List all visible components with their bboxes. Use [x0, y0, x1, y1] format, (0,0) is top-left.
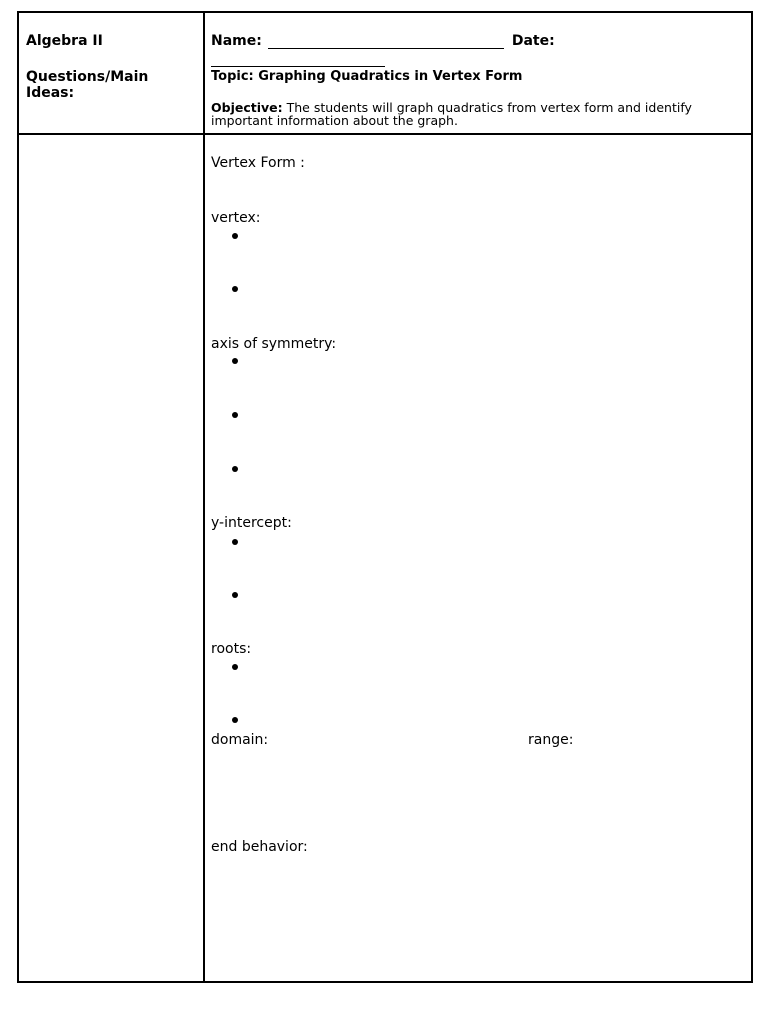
- name-blank-line: [268, 34, 504, 49]
- column-divider: [203, 13, 205, 981]
- objective-label: Objective:: [211, 100, 283, 115]
- name-label: Name:: [211, 33, 262, 49]
- roots-bullet-1: [232, 664, 238, 670]
- vertex-form-label: Vertex Form :: [211, 155, 305, 171]
- domain-label: domain:: [211, 732, 269, 748]
- topic-overline: [211, 66, 385, 67]
- topic-heading: Topic: Graphing Quadratics in Vertex Form: [211, 69, 523, 84]
- roots-bullet-2: [232, 717, 238, 723]
- vertex-bullet-2: [232, 286, 238, 292]
- y-intercept-label: y-intercept:: [211, 515, 292, 531]
- course-title: Algebra II: [26, 33, 103, 49]
- axis-bullet-1: [232, 358, 238, 364]
- end-behavior-label: end behavior:: [211, 839, 308, 855]
- range-label: range:: [528, 732, 574, 748]
- vertex-bullet-1: [232, 233, 238, 239]
- notes-sheet: [17, 11, 753, 983]
- y-intercept-bullet-2: [232, 592, 238, 598]
- questions-main-ideas-label: Questions/Main Ideas:: [26, 69, 149, 101]
- roots-label: roots:: [211, 641, 252, 657]
- axis-of-symmetry-label: axis of symmetry:: [211, 336, 337, 352]
- axis-bullet-2: [232, 412, 238, 418]
- objective: [211, 101, 751, 127]
- y-intercept-bullet-1: [232, 539, 238, 545]
- objective-text: The students will graph quadratics from vertex form and identify important information about the graph.: [211, 100, 692, 128]
- name-date-row: [211, 33, 555, 49]
- axis-bullet-3: [232, 466, 238, 472]
- vertex-label: vertex:: [211, 210, 261, 226]
- header-divider: [19, 133, 751, 135]
- date-label: Date:: [511, 33, 555, 49]
